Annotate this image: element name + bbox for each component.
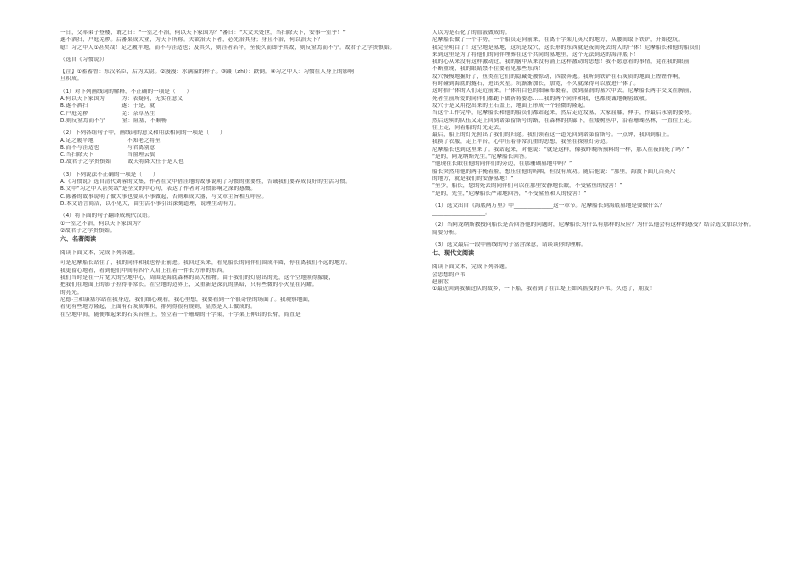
- text-line: B.遂不洒扫 遂：于是，就: [60, 103, 156, 110]
- text-line: ①一室之不治，何以天下家国为？: [60, 220, 144, 227]
- text-line: 会思想的芦苇: [432, 271, 466, 278]
- text-line: 阅读下面文本，完成下列各题。: [432, 264, 511, 271]
- text-line: （2）下列各组句子中，画线词的意义和用法相同的一项是（ ）: [60, 130, 226, 137]
- text-line: 然后送殡的队伍又走上回到诺第留斯号的路，在森林的拱廊下，在矮树丛中，沿着珊瑚丛林，一直往上走。: [432, 117, 695, 124]
- text-line: D.本文语言简洁，以小见大，由生活小事引出深刻道理，说理生动有力。: [60, 200, 240, 207]
- text-line: 最后，船上的灯光照出了我们的归途。我们领着这一道光回到诺第留斯号。一点钟，我回到船上。: [432, 132, 673, 139]
- text-line: 来到这里是为了将他们的同伴埋葬在这个共同的墓地里，这个无法到达的海洋底下！: [432, 51, 639, 58]
- text-line: 把我们在地面上的影子拉得非常长。在空地的边界上，又重新是深沉的黑暗，只有些微的小火星在闪耀。: [60, 282, 318, 289]
- text-line: 旦积成。: [60, 76, 83, 83]
- text-line: 尼摩船长也到这里来了。我站起来，对他说：“就是这样，像我昨晚所预料的一样，那人在夜间死了吗？”: [432, 146, 690, 153]
- text-line: （1）选文出自《海底两万里》中______________这一章节。尼摩船长到海底墓地是要做什么？: [432, 202, 665, 209]
- text-line: 阅读下面文本，完成下列各题。: [60, 250, 139, 257]
- text-line: 当这个工作完毕，尼摩船长和他的船员们都站起来，然后走近坟墓，大家屈膝，伸手，作最后永别的姿势。: [432, 110, 695, 117]
- text-line: 遂不洒扫，户庭芜秽。后蕃果成大业，为天下所称。夫欲治天下者，必先治其身；身且不治，何以治天下？: [60, 37, 323, 44]
- text-line: 坟穴慢慢地掘好了，鱼类在它们的隐藏处被惊动，四散奔逃。我听到铁铲在石灰质的地面上铿铿作响，: [432, 73, 684, 80]
- text-line: D.故君子之学贵慎始 故天将降大任于是人也: [60, 159, 184, 166]
- text-line: 我换了衣服，走上平台，心中压着非常沉重的思想，我坐在探照灯旁边。: [432, 139, 612, 146]
- text-line: 我完全明白了！这空地是墓地，这坑是坟穴，这长形的东西就是夜间死去的人的尸体！尼摩船长和他的船员们: [432, 44, 701, 51]
- text-line: A.何以天下家国为 为：表疑问，无实在意义: [60, 96, 183, 103]
- text-line: 在空地中间，随便堆起来的石头台座上，竖立着一个珊瑚的十字架，十字架上伸出的长臂，简直是: [60, 311, 301, 318]
- text-line: 往上走，向着船的灯光走去。: [432, 124, 505, 131]
- text-line: “他现在长眠在他的同伴们的旁边，在那珊瑚墓地中吗？”: [432, 161, 573, 168]
- text-line: 的地方，就是我们的安静墓地！”: [432, 175, 514, 182]
- left-column: [60, 30, 412, 319]
- text-line: ②故君子之学贵慎始。: [60, 227, 116, 234]
- text-line: “是的，先生，”尼摩船长严肃地回答，“不受鲨鱼和人的侵害！”: [432, 190, 587, 197]
- text-line: A.《习惯说》选自清代刘蓉的文集，作者在文中借洼地的故事说明了习惯的重要性，告诫我们要养成良好的生活习惯。: [60, 179, 351, 186]
- text-line: 尼德·兰和康塞尔站在我身边，我们细心观看，我心里想，我要看到一个很奇怪的场面了。我观察地面，: [60, 296, 314, 303]
- text-line: （3）下列说法不正确的一项是（ ）: [60, 171, 159, 178]
- text-line: 我更留心地看，看到他们中间有四个人肩上扛着一件长方形的东西。: [60, 267, 228, 274]
- text-line: C.户庭芜秽 芜：杂草丛生: [60, 110, 156, 117]
- text-line: （4）将下面的句子翻译成现代汉语。: [60, 213, 154, 220]
- text-line: 船长突然用他的两手掩着脸，想压住他的呜咽，但没有成功。随后他说：“那里，海波下面几百英尺: [432, 168, 676, 175]
- text-line: 的亮光。: [60, 289, 83, 296]
- text-line: B.而不与洼适也 与君离别意: [60, 144, 156, 151]
- text-line: 不断重现，我的眼睛禁不住要看见那些东西！: [432, 66, 544, 73]
- text-line: （3）选文最后一段中画线的句子富含深意，请谈谈你的理解。: [432, 242, 587, 249]
- text-line: 看见有些地方隆起，上面有石灰质堆积，排列得很有规则，显然是人工做成的。: [60, 304, 256, 311]
- text-line: C.陈蕃的故事说明了做大事也要从小事做起，否则难成大器，与文章主旨相互呼应。: [60, 193, 268, 200]
- text-line: （1）对下列画线词的解释，不正确的一项是（ ）: [60, 88, 193, 95]
- text-line: 我的心从来没有这样激动过，我的脑中从来没有涌上这样激动的思想！我不愿意看的事情，竟在我的眼前: [432, 59, 690, 66]
- text-line: 死者生前所爱的同伴们都跪下做祈祷姿态……我的两个同伴和我，也都虔诚地鞠躬致敬。: [432, 95, 651, 102]
- text-line: 噫！习之中人①甚矣哉！足之履平地，而不与洼适也；及其久，则洼者若平，至使久而即乎其故，则反窒焉而不宁。故君子之学贵慎始。: [60, 44, 396, 51]
- text-line: 坟穴于是又用挖出来的土石盖上，地面上形成一个轻微的隆起。: [432, 102, 589, 109]
- text-line: ___________________。: [432, 210, 491, 217]
- text-line: 赵丽宏: [432, 278, 449, 285]
- text-line: 简要分析。: [432, 229, 460, 236]
- text-line: 我们当时是在一片宽大的空地中心，周围是海底森林的高大植物。由于我们的灯射出的光，这个空地照得朦胧，: [60, 275, 335, 282]
- text-line: 一日，父率弟子登楼，谓之曰：“一室之不治，何以天下家国为？”蕃曰：“大丈夫处世，当扫除天下，安事一室乎！”: [60, 30, 346, 36]
- section-heading: 六、名著阅读: [60, 236, 97, 244]
- text-line: ①最近回到我插过队的故乡，一下船，我看到了在江堤上如风摇曳的芦苇。久违了，朋友！: [432, 286, 656, 293]
- text-line: B.文中“习之中人甚矣哉”是全文的中心句，表达了作者对习惯影响之深的感慨。: [60, 186, 257, 193]
- right-column: [432, 30, 784, 294]
- text-line: “是的，阿龙纳斯先生。”尼摩船长回答。: [432, 154, 531, 161]
- text-line: 可是尼摩船长站住了，我的同伴和我也停止前进。我回过头来，看见船长的同伴们围成半圆，停在离我们不远的地方。: [60, 260, 351, 267]
- text-line: 【注】①蓄蓄曾：东汉名臣，后为太尉。②漫漫：水满溢的样子。③蹑（zhì）：跌倒。④习之中人：习惯在人身上的影响: [60, 69, 354, 76]
- text-line: A.足之履平地 不知老之将至: [60, 137, 161, 144]
- section-heading: 七、现代文阅读: [432, 250, 475, 258]
- text-line: 人以为是石化了的血液做成的。: [432, 30, 511, 36]
- text-line: C.当扫除天下 当窗理云鬓: [60, 152, 156, 159]
- text-line: 尼摩船长做了一个手势，一个船员走向前来，在离十字架几英尺的地方，从腰间取下铁铲，开始挖坑。: [432, 37, 684, 44]
- text-line: 有时碰到海底的燧石，迸出火星。坑渐渐加长，加宽，不久就深得可以放进尸体了。: [432, 81, 639, 88]
- text-line: （2）当阿龙纳斯教授问船长是否回答他的问题时，尼摩船长为什么有那样的反应？为什么他会有这样的感受？结合选文加以分析。: [432, 222, 755, 229]
- text-line: （选自《习惯说》）: [60, 56, 108, 63]
- text-line: “至少，船长，您的死去的同伴们可以在那里安静地长眠，不受鲨鱼的侵害！”: [432, 183, 623, 190]
- text-line: D.则反窒焉而不宁 窒：阻塞，不顺畅: [60, 117, 167, 124]
- text-line: 这时抬尸体的人们走近前来。尸体用白色的细麻布裹着，放到湿润的墓穴中去。尼摩船长两手交叉在胸前，: [432, 88, 695, 95]
